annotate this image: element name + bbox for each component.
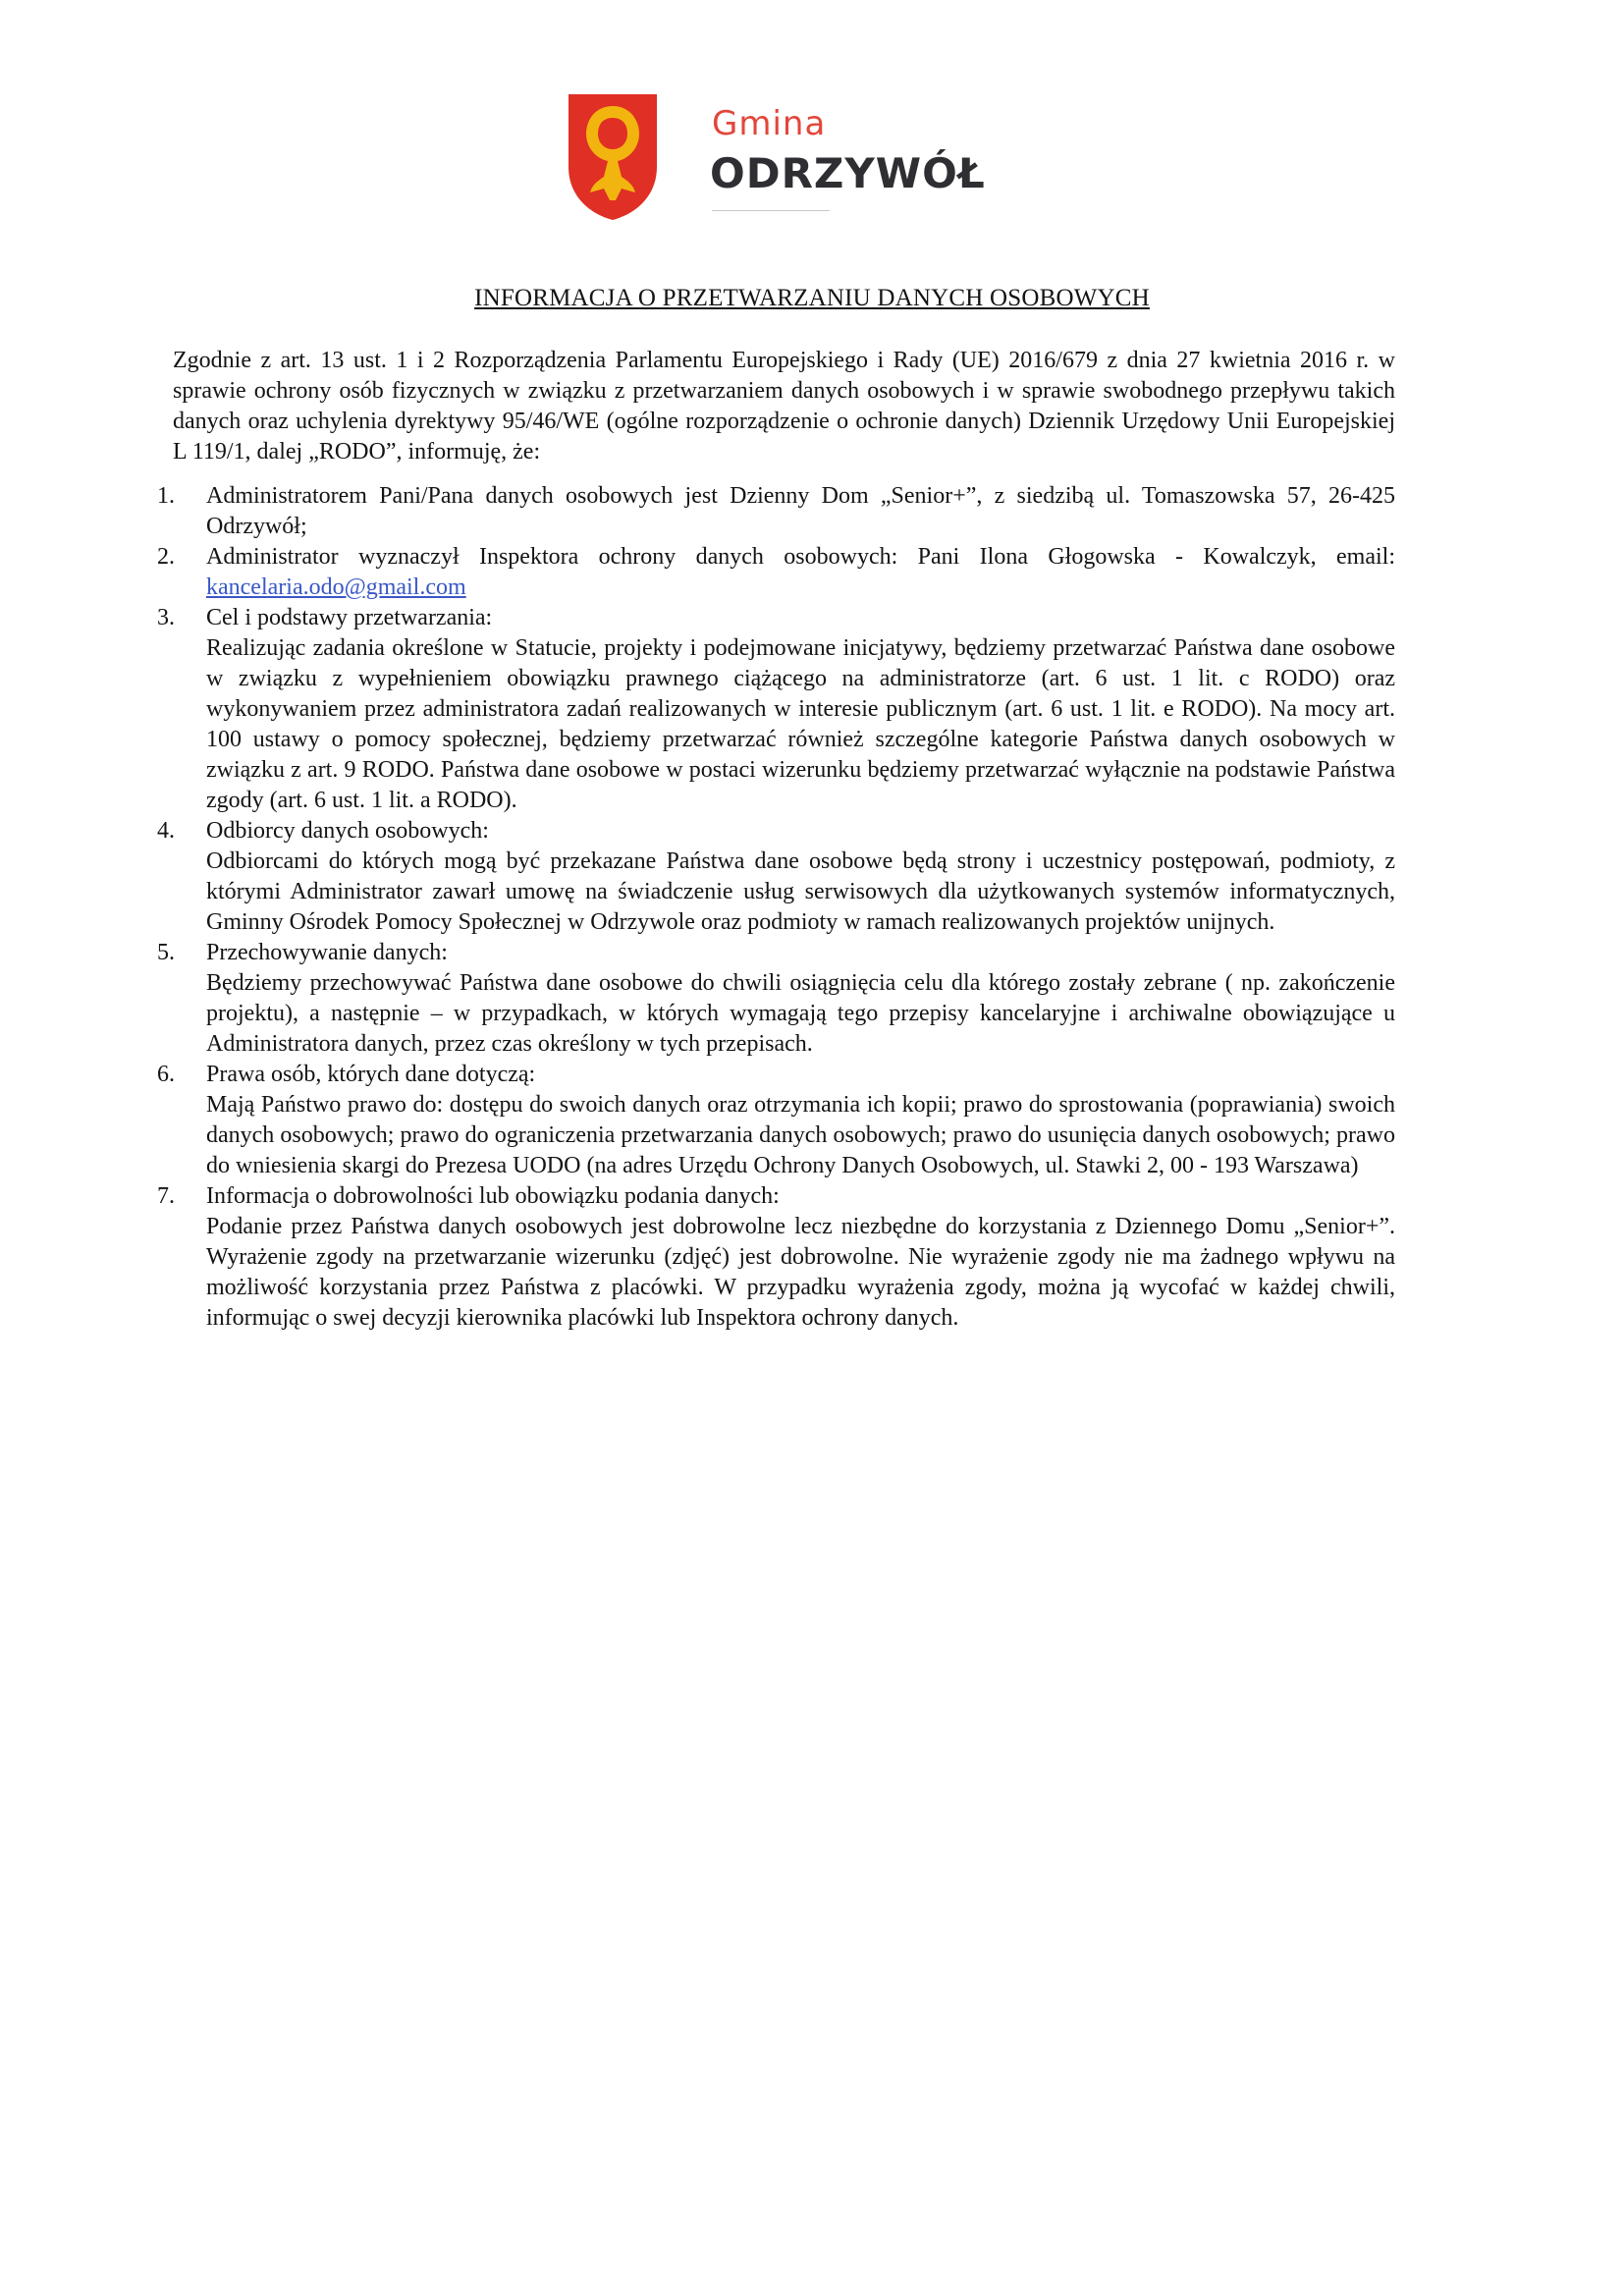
list-item bbox=[157, 938, 1395, 1060]
brand-small-text: Gmina bbox=[712, 104, 827, 143]
item-text: Administrator wyznaczył Inspektora ochrony danych osobowych: Pani Ilona Głogowska - Kowalczyk, email: bbox=[206, 544, 1395, 570]
item-number: 6. bbox=[157, 1062, 175, 1087]
gmina-logo bbox=[565, 90, 997, 228]
document-body bbox=[157, 346, 1395, 1334]
item-body: Odbiorcami do których mogą być przekazane Państwa dane osobowe będą strony i uczestnicy postępowań, podmioty, z którymi Administrator zawarł umowę na świadczenie usług serwisowych dla użytkowanych systemów informatycznych, Gminny Ośrodek Pomocy Społecznej w Odrzywole oraz podmioty w ramach realizowanych projektów unijnych. bbox=[206, 848, 1395, 935]
brand-name-text: ODRZYWÓŁ bbox=[710, 149, 986, 197]
item-body: Będziemy przechowywać Państwa dane osobowe do chwili osiągnięcia celu dla którego zostały zebrane ( np. zakończenie projektu), a następnie – w przypadkach, w których wymagają tego przepisy kancelaryjne i archiwalne obowiązujące u Administratora danych, przez czas określony w tych przepisach. bbox=[206, 970, 1395, 1057]
document-title: INFORMACJA O PRZETWARZANIU DANYCH OSOBOWYCH bbox=[474, 285, 1150, 311]
item-heading: Odbiorcy danych osobowych: bbox=[206, 818, 489, 844]
item-body: Podanie przez Państwa danych osobowych jest dobrowolne lecz niezbędne do korzystania z Dziennego Domu „Senior+”. Wyrażenie zgody na przetwarzanie wizerunku (zdjęć) jest dobrowolne. Nie wyrażenie zgody nie ma żadnego wpływu na możliwość korzystania przez Państwa z placówki. W przypadku wyrażenia zgody, można ją wycofać w każdej chwili, informując o swej decyzji kierownika placówki lub Inspektora ochrony danych. bbox=[206, 1214, 1395, 1331]
item-number: 5. bbox=[157, 940, 175, 965]
coat-of-arms-icon bbox=[565, 90, 661, 222]
item-heading: Informacja o dobrowolności lub obowiązku podania danych: bbox=[206, 1183, 780, 1209]
info-list bbox=[157, 481, 1395, 1334]
item-body: Realizując zadania określone w Statucie, projekty i podejmowane inicjatywy, będziemy przetwarzać Państwa dane osobowe w związku z wypełnieniem obowiązku prawnego ciążącego na administratorze (art. 6 ust. 1 lit. c RODO) oraz wykonywaniem przez administratora zadań realizowanych w interesie publicznym (art. 6 ust. 1 lit. e RODO). Na mocy art. 100 ustawy o pomocy społecznej, będziemy przetwarzać również szczególne kategorie Państwa danych osobowych w związku z art. 9 RODO. Państwa dane osobowe w postaci wizerunku będziemy przetwarzać wyłącznie na podstawie Państwa zgody (art. 6 ust. 1 lit. a RODO). bbox=[206, 635, 1395, 813]
list-item bbox=[157, 816, 1395, 938]
list-item bbox=[157, 481, 1395, 542]
item-text: Administratorem Pani/Pana danych osobowych jest Dzienny Dom „Senior+”, z siedzibą ul. Tomaszowska 57, 26-425 Odrzywół; bbox=[206, 483, 1395, 539]
item-heading: Cel i podstawy przetwarzania: bbox=[206, 605, 493, 630]
item-heading: Przechowywanie danych: bbox=[206, 940, 448, 965]
brand-divider bbox=[712, 210, 830, 211]
list-item bbox=[157, 603, 1395, 816]
item-number: 1. bbox=[157, 483, 175, 509]
item-number: 3. bbox=[157, 605, 175, 630]
item-number: 4. bbox=[157, 818, 175, 844]
list-item bbox=[157, 1060, 1395, 1181]
email-link[interactable]: kancelaria.odo@gmail.com bbox=[206, 574, 466, 600]
list-item bbox=[157, 542, 1395, 603]
item-body: Mają Państwo prawo do: dostępu do swoich danych oraz otrzymania ich kopii; prawo do sprostowania (poprawiania) swoich danych osobowych; prawo do ograniczenia przetwarzania danych osobowych; prawo do usunięcia danych osobowych; prawo do wniesienia skargi do Prezesa UODO (na adres Urzędu Ochrony Danych Osobowych, ul. Stawki 2, 00 - 193 Warszawa) bbox=[206, 1092, 1395, 1178]
intro-paragraph: Zgodnie z art. 13 ust. 1 i 2 Rozporządzenia Parlamentu Europejskiego i Rady (UE) 2016/679 z dnia 27 kwietnia 2016 r. w sprawie ochrony osób fizycznych w związku z przetwarzaniem danych osobowych i w sprawie swobodnego przepływu takich danych oraz uchylenia dyrektywy 95/46/WE (ogólne rozporządzenie o ochronie danych) Dziennik Urzędowy Unii Europejskiej L 119/1, dalej „RODO”, informuję, że: bbox=[173, 348, 1395, 465]
item-heading: Prawa osób, których dane dotyczą: bbox=[206, 1062, 536, 1087]
list-item bbox=[157, 1181, 1395, 1334]
item-number: 2. bbox=[157, 544, 175, 570]
item-number: 7. bbox=[157, 1183, 175, 1209]
